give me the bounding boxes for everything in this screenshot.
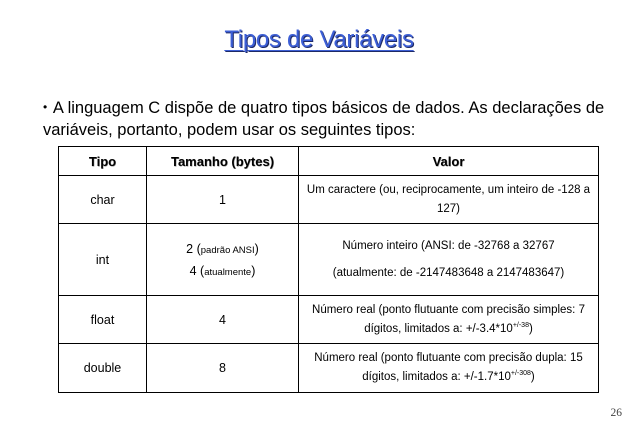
table-row (59, 296, 599, 344)
cell-tipo: char (59, 176, 147, 224)
cell-tamanho (147, 224, 299, 296)
cell-tipo: int (59, 224, 147, 296)
valor-atual: (atualmente: de -2147483648 a 2147483647) (332, 266, 565, 279)
cell-valor (299, 224, 599, 296)
cell-tipo: double (59, 344, 147, 393)
exponent: +/-308 (510, 370, 531, 377)
cell-valor: Número real (ponto flutuante com precisão dupla: 15 dígitos, limitados a: $+/-1.7*10^{+/-308}$) (299, 344, 599, 393)
table-row (59, 176, 599, 224)
intro-paragraph (43, 96, 628, 141)
bullet-icon: • (43, 100, 48, 114)
size-current: 4 (atualmente) (189, 263, 256, 278)
cell-valor: Um caractere (ou, reciprocamente, um inteiro de -128 a 127) (299, 176, 599, 224)
cell-tamanho: 1 (147, 176, 299, 224)
header-valor: Valor (299, 147, 599, 176)
cell-tipo: float (59, 296, 147, 344)
table-row (59, 224, 599, 296)
cell-tamanho: 4 (147, 296, 299, 344)
size-standard: 2 (padrão ANSI) (186, 241, 259, 256)
exponent: +/-38 (512, 321, 529, 329)
page-number: 26 (610, 407, 622, 419)
table-header-row (59, 147, 599, 176)
table-row (59, 344, 599, 393)
header-tamanho: Tamanho (bytes) (147, 147, 299, 176)
header-tipo: Tipo (59, 147, 147, 176)
types-table (58, 146, 599, 393)
valor-ansi: Número inteiro (ANSI: de -32768 a 32767 (342, 239, 555, 252)
cell-valor: Número real (ponto flutuante com precisão simples: 7 dígitos, limitados a: $+/-3.4*10^{+/-38}$) (299, 296, 599, 344)
cell-tamanho: 8 (147, 344, 299, 393)
slide-title: Tipos de Variáveis (224, 26, 414, 53)
intro-text: A linguagem C dispõe de quatro tipos básicos de dados. As declarações de variáveis, portanto, podem usar os seguintes tipos: (43, 99, 605, 139)
